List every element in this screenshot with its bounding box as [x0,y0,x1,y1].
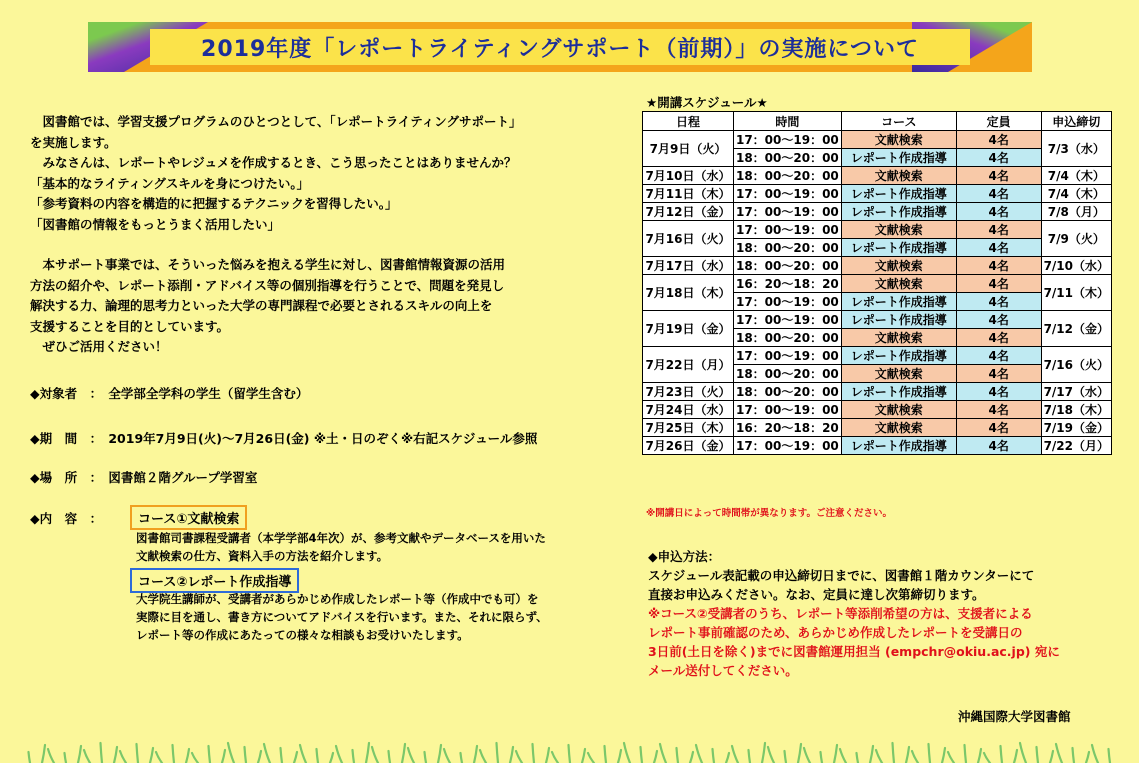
schedule-date: 7月19日（金） [643,311,734,347]
schedule-deadline: 7/22（月） [1041,437,1111,455]
schedule-course: 文献検索 [841,329,956,347]
schedule-course: レポート作成指導 [841,383,956,401]
schedule-capacity: 4名 [956,257,1041,275]
schedule-course: 文献検索 [841,365,956,383]
schedule-deadline: 7/3（水） [1041,131,1111,167]
schedule-time: 17：00～19：00 [733,437,841,455]
intro-line: みなさんは、レポートやレジュメを作成するとき、こう思ったことはありませんか？ [30,155,517,170]
course2-desc-line: レポート等の作成にあたっての様々な相談もお受けいたします。 [136,628,469,642]
schedule-row [643,167,1112,185]
schedule-time: 17：00～19：00 [733,131,841,149]
header-date: 日程 [643,112,734,131]
schedule-time: 18：00～20：00 [733,167,841,185]
schedule-time: 18：00～20：00 [733,257,841,275]
schedule-capacity: 4名 [956,275,1041,293]
schedule-time: 17：00～19：00 [733,347,841,365]
schedule-date: 7月24日（水） [643,401,734,419]
schedule-capacity: 4名 [956,131,1041,149]
schedule-time: 18：00～20：00 [733,149,841,167]
schedule-deadline: 7/16（火） [1041,347,1111,383]
schedule-deadline: 7/4（木） [1041,185,1111,203]
header-deadline: 申込締切 [1041,112,1111,131]
intro-line: 「参考資料の内容を構造的に把握するテクニックを習得したい。」 [30,196,398,211]
schedule-capacity: 4名 [956,311,1041,329]
schedule-capacity: 4名 [956,365,1041,383]
schedule-table [642,111,1112,455]
course1-desc-line: 文献検索の仕方、資料入手の方法を紹介します。 [136,549,389,563]
title-panel [150,29,970,65]
schedule-course: レポート作成指導 [841,239,956,257]
schedule-date: 7月11日（木） [643,185,734,203]
schedule-time: 18：00～20：00 [733,383,841,401]
schedule-row [643,401,1112,419]
schedule-capacity: 4名 [956,383,1041,401]
schedule-row [643,419,1112,437]
schedule-deadline: 7/11（木） [1041,275,1111,311]
purpose-line: 本サポート事業では、そういった悩みを抱える学生に対し、図書館情報資源の活用 [30,257,506,272]
schedule-time: 18：00～20：00 [733,239,841,257]
apply-note-line: レポート事前確認のため、あらかじめ作成したレポートを受講日の [648,625,1023,640]
schedule-deadline: 7/12（金） [1041,311,1111,347]
schedule-capacity: 4名 [956,221,1041,239]
purpose-line: 解決する力、論理的思考力といった大学の専門課程で必要とされるスキルの向上を [30,298,493,313]
schedule-deadline: 7/17（水） [1041,383,1111,401]
schedule-capacity: 4名 [956,347,1041,365]
schedule-capacity: 4名 [956,419,1041,437]
schedule-capacity: 4名 [956,167,1041,185]
schedule-row [643,185,1112,203]
intro-line: 「基本的なライティングスキルを身につけたい。」 [30,175,310,191]
schedule-time: 17：00～19：00 [733,311,841,329]
intro-line: 「図書館の情報をもっとうまく活用したい」 [30,216,281,232]
schedule-date: 7月9日（火） [643,131,734,167]
schedule-time: 17：00～19：00 [733,221,841,239]
schedule-deadline: 7/19（金） [1041,419,1111,437]
schedule-course: レポート作成指導 [841,347,956,365]
schedule-capacity: 4名 [956,329,1041,347]
schedule-capacity: 4名 [956,401,1041,419]
schedule-capacity: 4名 [956,203,1041,221]
schedule-deadline: 7/18（木） [1041,401,1111,419]
schedule-time: 18：00～20：00 [733,329,841,347]
schedule-course: 文献検索 [841,401,956,419]
schedule-date: 7月18日（木） [643,275,734,311]
schedule-date: 7月22日（月） [643,347,734,383]
course2-desc-line: 実際に目を通し、書き方についてアドバイスを行います。また、それに限らず、 [136,610,548,624]
schedule-course: レポート作成指導 [841,311,956,329]
intro-line: 図書館では、学習支援プログラムのひとつとして、「レポートライティングサポート」 [30,114,522,129]
schedule-time: 16：20～18：20 [733,419,841,437]
apply-line: 直接お申込みください。なお、定員に達し次第締切ります。 [648,587,985,602]
schedule-row [643,311,1112,329]
schedule-course: レポート作成指導 [841,203,956,221]
schedule-row [643,257,1112,275]
course2-desc-line: 大学院生講師が、受講者があらかじめ作成したレポート等（作成中でも可）を [136,592,539,606]
course2-description [136,590,548,644]
course1-label: コース①文献検索 [130,505,247,530]
apply-note-line: メール送付してください。 [648,663,798,678]
schedule-course: 文献検索 [841,167,956,185]
purpose-line: 支援することを目的としています。 [30,318,230,334]
schedule-deadline: 7/8（月） [1041,203,1111,221]
schedule-capacity: 4名 [956,437,1041,455]
schedule-row [643,437,1112,455]
schedule-row [643,203,1112,221]
content-label: ◆内 容 ： [30,511,103,526]
schedule-row [643,131,1112,149]
schedule-row [643,347,1112,365]
apply-line: スケジュール表記載の申込締切日までに、図書館１階カウンターにて [648,568,1035,583]
schedule-course: 文献検索 [841,131,956,149]
purpose-line: ぜひご活用ください！ [30,339,168,354]
schedule-time: 17：00～19：00 [733,203,841,221]
schedule-row [643,275,1112,293]
schedule-deadline: 7/9（火） [1041,221,1111,257]
schedule-deadline: 7/4（木） [1041,167,1111,185]
schedule-time: 17：00～19：00 [733,401,841,419]
library-name: 沖縄国際大学図書館 [958,709,1071,724]
intro-section [30,112,630,358]
schedule-capacity: 4名 [956,293,1041,311]
schedule-course: 文献検索 [841,275,956,293]
schedule-capacity: 4名 [956,185,1041,203]
schedule-header-row [643,112,1112,131]
header-capacity: 定員 [956,112,1041,131]
schedule-course: 文献検索 [841,419,956,437]
schedule-course: レポート作成指導 [841,437,956,455]
schedule-course: レポート作成指導 [841,185,956,203]
apply-note-line: 3日前(土日を除く)までに図書館運用担当 (empchr@okiu.ac.jp) 宛に [648,644,1060,659]
page-title: 2019年度「レポートライティングサポート（前期）」の実施について [201,36,919,62]
schedule-date: 7月12日（金） [643,203,734,221]
schedule-date: 7月25日（木） [643,419,734,437]
grass-decoration [0,735,1139,763]
schedule-course: 文献検索 [841,221,956,239]
schedule-deadline: 7/10（水） [1041,257,1111,275]
course1-description [136,529,546,565]
course1-desc-line: 図書館司書課程受講者（本学学部4年次）が、参考文献やデータベースを用いた [136,531,546,545]
purpose-line: 方法の紹介や、レポート添削・アドバイス等の個別指導を行うことで、問題を発見し [30,277,505,293]
schedule-title: ★開講スケジュール★ [646,95,768,110]
schedule-capacity: 4名 [956,149,1041,167]
place-info: ◆場 所 ： 図書館２階グループ学習室 [30,470,258,485]
schedule-time: 17：00～19：00 [733,293,841,311]
schedule-date: 7月23日（火） [643,383,734,401]
schedule-capacity: 4名 [956,239,1041,257]
target-info: ◆対象者 ： 全学部全学科の学生（留学生含む） [30,386,309,401]
schedule-course: 文献検索 [841,257,956,275]
apply-title: ◆申込方法： [648,549,721,564]
header-course: コース [841,112,956,131]
schedule-time: 16：20～18：20 [733,275,841,293]
period-info: ◆期 間 ： 2019年7月9日(火)～7月26日(金) ※土・日のぞく※右記スケジュール参照 [30,431,538,446]
apply-note-line: ※コース②受講者のうち、レポート等添削希望の方は、支援者による [648,606,1033,621]
schedule-note: ※開講日によって時間帯が異なります。ご注意ください。 [646,508,892,519]
schedule-course: レポート作成指導 [841,293,956,311]
schedule-time: 18：00～20：00 [733,365,841,383]
intro-line: を実施します。 [30,134,117,150]
schedule-date: 7月10日（水） [643,167,734,185]
apply-section [648,547,1060,680]
schedule-row [643,383,1112,401]
schedule-course: レポート作成指導 [841,149,956,167]
course2-label: コース②レポート作成指導 [130,568,299,593]
title-banner [88,22,1032,72]
schedule-date: 7月17日（水） [643,257,734,275]
header-time: 時間 [733,112,841,131]
schedule-date: 7月26日（金） [643,437,734,455]
schedule-row [643,221,1112,239]
schedule-date: 7月16日（火） [643,221,734,257]
schedule-time: 17：00～19：00 [733,185,841,203]
